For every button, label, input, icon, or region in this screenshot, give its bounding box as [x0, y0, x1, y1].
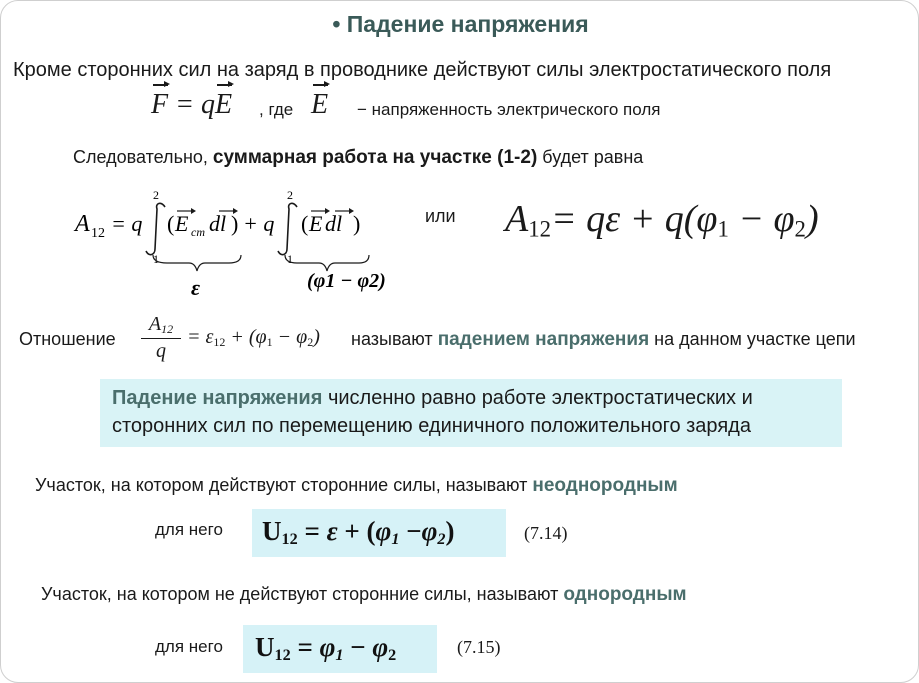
integrand2-open: (	[301, 211, 309, 236]
nonuniform-eq-number: (7.14)	[524, 523, 568, 543]
brace-1	[153, 255, 241, 271]
work-suffix: будет равна	[542, 147, 644, 167]
integral-lhs: A	[75, 211, 90, 237]
ratio-term: падением напряжения	[437, 329, 650, 350]
ratio-numerator	[141, 313, 181, 337]
integral-formula	[71, 183, 411, 301]
ratio-called-line	[351, 329, 856, 351]
ratio-num-a: A	[148, 313, 162, 335]
integrand1-e: E	[175, 211, 189, 236]
nonuniform-term: неоднородным	[532, 475, 678, 496]
integral-lhs-sub: 12	[91, 226, 105, 241]
definition-line1-rest: численно равно работе электростатических и	[327, 387, 753, 409]
field-symbol-vector: E	[311, 89, 329, 120]
uniform-eq-number: (7.15)	[457, 637, 501, 657]
ratio-suffix: на данном участке цепи	[654, 329, 856, 349]
definition-line-1	[112, 387, 753, 410]
definition-line-2: сторонних сил по перемещению единичного положительного заряда	[112, 415, 751, 437]
nonuniform-text: Участок, на котором действуют сторонние силы, называют	[35, 475, 528, 495]
big-formula-s2: 2	[794, 216, 806, 242]
uniform-term: однородным	[563, 584, 687, 605]
ratio-rhs-s2: 2	[307, 335, 314, 349]
uniform-formula-box	[243, 625, 437, 673]
integrand2-close: )	[353, 211, 361, 236]
integral-lower-2: 1	[287, 252, 293, 266]
nonuniform-for-it: для него	[155, 520, 223, 539]
ratio-rhs-s1: 1	[266, 335, 273, 349]
big-formula-close: )	[805, 198, 819, 240]
ratio-label: Отношение	[19, 329, 116, 349]
integrand1-e-sub: cm	[191, 225, 205, 239]
uniform-line	[41, 584, 687, 606]
integral-lower-1: 1	[153, 252, 159, 266]
ratio-rhs-sub: 12	[213, 335, 226, 349]
big-formula	[505, 197, 819, 243]
ratio-fraction	[141, 313, 181, 363]
force-formula	[151, 89, 232, 121]
brace1-label: ε	[191, 275, 201, 300]
intro-line: Кроме сторонних сил на заряд в проводнике действуют силы электростатического поля	[13, 59, 832, 81]
ratio-rhs-phi: + (φ	[225, 326, 267, 348]
ratio-denominator: q	[156, 340, 166, 363]
work-bold: суммарная работа на участке (1-2)	[212, 147, 538, 168]
ratio-rhs-minus: − φ	[272, 326, 308, 348]
ratio-rhs-eps: = ε	[187, 326, 214, 348]
integral-sign-1	[146, 203, 165, 254]
integral-eq1: = q	[111, 211, 143, 236]
brace-2	[285, 255, 369, 271]
field-description: − напряженность электрического поля	[357, 100, 661, 119]
big-formula-s1: 1	[717, 216, 729, 242]
ratio-rhs-close: )	[313, 326, 320, 348]
ratio-num-sub: 12	[161, 322, 174, 336]
definition-box	[100, 379, 842, 447]
where-word: , где	[259, 100, 294, 119]
integrand2-dl: dl	[325, 211, 343, 236]
nonuniform-line	[35, 475, 678, 497]
ratio-rhs	[187, 326, 320, 350]
field-vector: E	[215, 89, 233, 120]
nonuniform-formula: $U_{12} = \varepsilon + (\varphi_1 -\varphi_2)$	[262, 516, 455, 549]
integrand1-dl: dl	[209, 211, 227, 236]
work-prefix: Следовательно,	[73, 147, 208, 167]
big-formula-a: A	[505, 198, 529, 240]
definition-term: Падение напряжения	[112, 387, 323, 409]
nonuniform-formula-box	[252, 509, 506, 557]
work-line	[73, 147, 643, 169]
force-vector: F	[151, 89, 169, 120]
uniform-for-it: для него	[155, 637, 223, 656]
integrand1-close: )	[231, 211, 239, 236]
big-formula-sub: 12	[528, 216, 552, 242]
fraction-bar	[141, 338, 181, 339]
or-word: или	[425, 206, 456, 226]
big-formula-minus: − φ	[728, 198, 795, 240]
field-symbol	[311, 89, 328, 121]
big-formula-rest: = qε + q(φ	[551, 198, 718, 240]
slide-title: • Падение напряжения	[332, 11, 589, 37]
ratio-called: называют	[351, 329, 433, 349]
integral-plus: + q	[243, 211, 275, 236]
uniform-text: Участок, на котором не действуют сторонние силы, называют	[41, 584, 559, 604]
integral-sign-2	[278, 203, 297, 254]
integral-upper-1: 2	[153, 188, 159, 202]
brace2-label: (φ1 − φ2)	[307, 270, 386, 292]
integral-upper-2: 2	[287, 188, 293, 202]
integrand1-e-arrowhead	[191, 208, 196, 214]
integrand1-open: (	[167, 211, 175, 236]
uniform-formula: $U_{12} = \varphi_1 - \varphi_2$	[255, 632, 397, 665]
integrand2-e: E	[309, 211, 323, 236]
force-eq: = q	[175, 89, 216, 120]
